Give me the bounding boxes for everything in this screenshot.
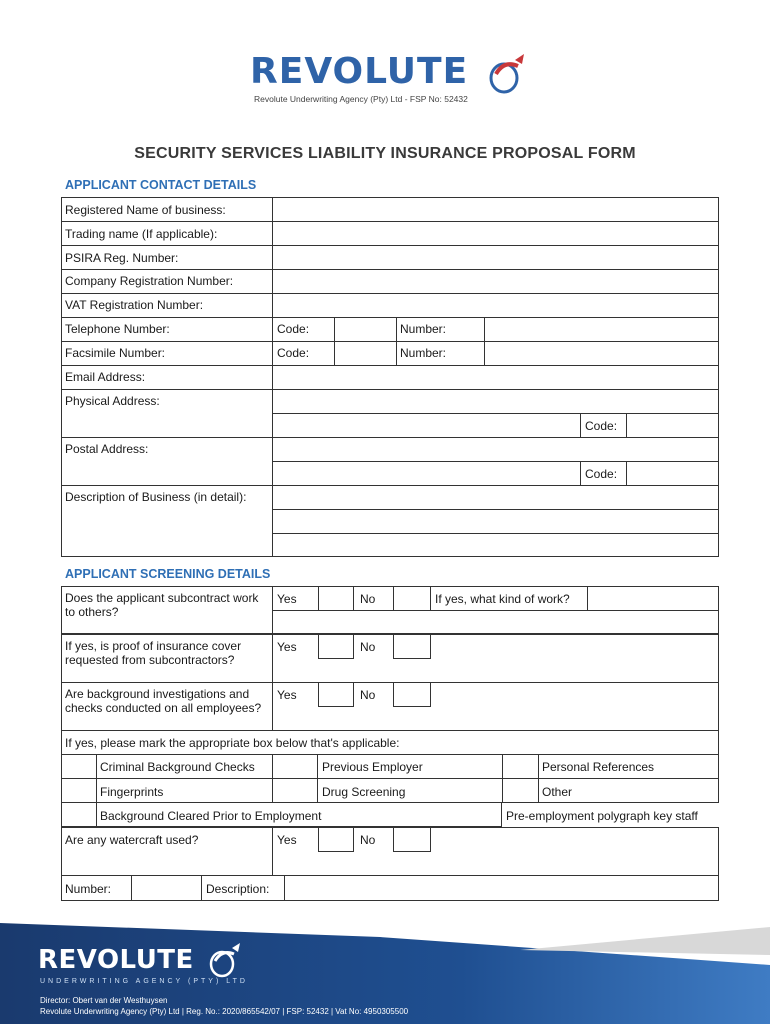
vat-reg-field[interactable] [273, 294, 718, 317]
criminal-label: Criminal Background Checks [100, 760, 255, 774]
column-divider [317, 754, 318, 803]
trading-name-field[interactable] [273, 222, 718, 245]
footer-registration: Revolute Underwriting Agency (Pty) Ltd | Reg. No.: 2020/865542/07 | FSP: 52432 | Vat No: 4950305500 [40, 1007, 409, 1016]
previous-employer-checkbox[interactable] [273, 755, 317, 778]
psira-label: PSIRA Reg. Number: [65, 251, 179, 265]
footer-director: Director: Obert van der Westhuysen [40, 996, 168, 1005]
physical-code-field[interactable] [627, 414, 718, 437]
fax-number-field[interactable] [485, 342, 718, 365]
row-divider [61, 778, 719, 779]
q2-yes-label: Yes [277, 640, 297, 654]
registered-name-field[interactable] [273, 198, 718, 221]
personal-refs-label: Personal References [542, 760, 655, 774]
column-divider [272, 827, 273, 876]
fingerprints-checkbox[interactable] [62, 779, 96, 802]
tel-code-field[interactable] [335, 318, 396, 341]
registered-name-label: Registered Name of business: [65, 203, 226, 217]
vat-reg-label: VAT Registration Number: [65, 298, 204, 312]
logo-tagline: Revolute Underwriting Agency (Pty) Ltd - FSP No: 52432 [254, 94, 468, 104]
column-divider [580, 413, 581, 437]
postal-address-field[interactable] [273, 438, 718, 461]
previous-employer-label: Previous Employer [322, 760, 423, 774]
footer-acorn-icon [204, 942, 244, 980]
fingerprints-label: Fingerprints [100, 785, 164, 799]
screening-heading: APPLICANT SCREENING DETAILS [65, 567, 271, 581]
number-field[interactable] [131, 875, 202, 901]
physical-address-field[interactable] [273, 390, 718, 413]
column-divider [272, 682, 273, 731]
description-label-2: Description: [206, 882, 270, 896]
q3-yes-checkbox[interactable] [318, 682, 354, 707]
acorn-icon [482, 52, 530, 96]
description-label: Description of Business (in detail): [65, 490, 247, 504]
facsimile-label: Facsimile Number: [65, 346, 166, 360]
q4-yes-checkbox[interactable] [318, 827, 354, 852]
q1-label: Does the applicant subcontract work to others? [65, 591, 259, 619]
q3-no-checkbox[interactable] [393, 682, 431, 707]
company-reg-field[interactable] [273, 270, 718, 293]
description-field[interactable] [273, 486, 718, 556]
q3-label: Are background investigations and checks conducted on all employees? [65, 687, 262, 715]
footer-logo-wordmark: REVOLUTE [38, 945, 194, 975]
q2-no-label: No [360, 640, 376, 654]
q1-yes-checkbox[interactable] [318, 586, 354, 611]
drug-checkbox[interactable] [273, 779, 317, 802]
q1-work-field[interactable] [273, 611, 718, 633]
email-field[interactable] [273, 366, 718, 389]
polygraph-label: Pre-employment polygraph key staff [506, 809, 698, 823]
brand-logo [250, 52, 540, 112]
trading-name-label: Trading name (If applicable): [65, 227, 218, 241]
company-reg-label: Company Registration Number: [65, 274, 234, 288]
q2-yes-checkbox[interactable] [318, 634, 354, 659]
fax-code-label: Code: [277, 346, 310, 360]
telephone-label: Telephone Number: [65, 322, 170, 336]
column-divider [96, 802, 97, 827]
cleared-checkbox[interactable] [62, 803, 96, 826]
q4-label: Are any watercraft used? [65, 833, 199, 847]
q2-label: If yes, is proof of insurance cover requested from subcontractors? [65, 639, 242, 667]
contact-heading: APPLICANT CONTACT DETAILS [65, 178, 257, 192]
column-divider [580, 461, 581, 485]
column-divider [272, 634, 273, 683]
fax-number-label: Number: [400, 346, 447, 360]
q1-no-checkbox[interactable] [393, 586, 431, 611]
q4-no-label: No [360, 833, 376, 847]
drug-label: Drug Screening [322, 785, 406, 799]
fax-code-field[interactable] [335, 342, 396, 365]
personal-refs-checkbox[interactable] [503, 755, 538, 778]
other-label: Other [542, 785, 573, 799]
postal-code-label: Code: [585, 467, 618, 481]
watercraft-description-field[interactable] [285, 876, 718, 900]
postal-code-field[interactable] [627, 462, 718, 485]
q4-yes-label: Yes [277, 833, 297, 847]
psira-field[interactable] [273, 246, 718, 269]
cleared-label: Background Cleared Prior to Employment [100, 809, 322, 823]
physical-code-label: Code: [585, 419, 618, 433]
physical-address-label: Physical Address: [65, 394, 160, 408]
q1-yes-label: Yes [277, 592, 297, 606]
q1-followup-field[interactable] [588, 587, 718, 610]
footer-subtitle: UNDERWRITING AGENCY (PTY) LTD [40, 978, 248, 985]
q1-followup-label: If yes, what kind of work? [435, 592, 570, 606]
email-label: Email Address: [65, 370, 146, 384]
column-divider [396, 317, 397, 365]
q3-note: If yes, please mark the appropriate box below that's applicable: [65, 736, 400, 750]
tel-number-label: Number: [400, 322, 447, 336]
form-title: SECURITY SERVICES LIABILITY INSURANCE PROPOSAL FORM [134, 145, 636, 162]
q1-no-label: No [360, 592, 376, 606]
other-checkbox[interactable] [503, 779, 538, 802]
logo-wordmark: REVOLUTE [250, 51, 469, 92]
tel-number-field[interactable] [485, 318, 718, 341]
q4-no-checkbox[interactable] [393, 827, 431, 852]
column-divider [538, 754, 539, 803]
tel-code-label: Code: [277, 322, 310, 336]
q3-yes-label: Yes [277, 688, 297, 702]
postal-address-label: Postal Address: [65, 442, 149, 456]
q2-no-checkbox[interactable] [393, 634, 431, 659]
number-label: Number: [65, 882, 112, 896]
criminal-checkbox[interactable] [62, 755, 96, 778]
q3-no-label: No [360, 688, 376, 702]
